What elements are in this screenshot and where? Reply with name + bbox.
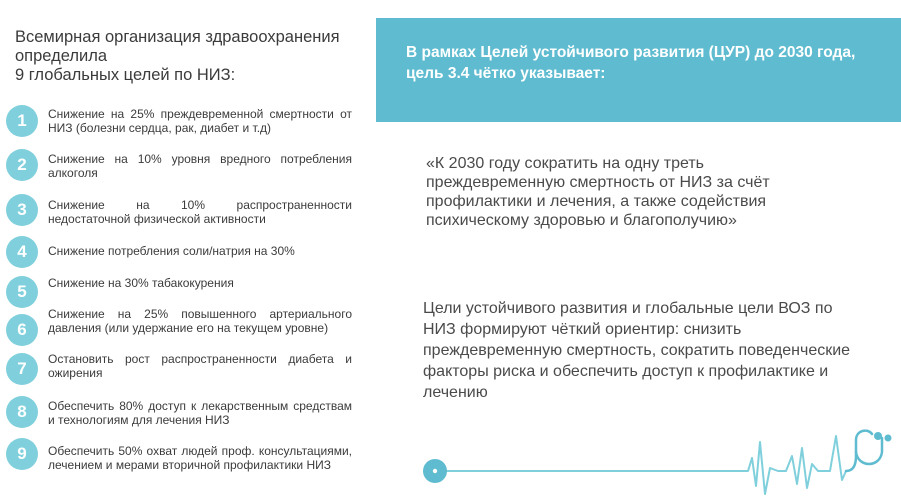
stethoscope-branch [856, 438, 882, 464]
goal-item-2 [6, 148, 356, 188]
heartbeat-wave [740, 436, 846, 494]
goal-text: Обеспечить 80% доступ к лекарственным средствам и технологиям для лечения НИЗ [48, 399, 352, 427]
goal-text: Снижение на 25% повышенного артериального давления (или удержание его на текущем уровне) [48, 307, 352, 335]
left-title-line-1: Всемирная организация здравоохранения [15, 28, 340, 46]
goal-number-badge: 9 [6, 438, 38, 470]
goal-text: Остановить рост распространенности диабета и ожирения [48, 352, 352, 380]
goal-item-1 [6, 104, 356, 144]
summary-text: Цели устойчивого развития и глобальные цели ВОЗ по НИЗ формируют чёткий ориентир: снизить преждевременную смертность, сократить поведенческие факторы риска и обеспечить доступ к профилактике и лечению [423, 300, 851, 401]
sdg-banner [376, 18, 901, 122]
left-title-line-2: определила [15, 47, 108, 65]
goal-number-badge: 7 [6, 353, 38, 385]
timeline-marker-dot [433, 469, 437, 473]
goal-text: Снижение на 30% табакокурения [48, 276, 234, 290]
goal-text: Снижение на 10% распространенности недостаточной физической активности [48, 198, 352, 226]
left-title [15, 28, 375, 85]
goal-item-9 [6, 438, 356, 478]
goal-number-badge: 1 [6, 105, 38, 137]
goal-text: Снижение потребления соли/натрия на 30% [48, 244, 295, 258]
goal-item-6 [6, 307, 356, 353]
goal-item-7 [6, 352, 356, 392]
goal-number-badge: 2 [6, 149, 38, 181]
goal-item-3 [6, 193, 356, 233]
left-title-line-3: 9 глобальных целей по НИЗ: [15, 66, 236, 84]
goal-number-badge: 4 [6, 236, 38, 268]
goal-number-badge: 3 [6, 194, 38, 226]
goal-text: Снижение на 10% уровня вредного потребления алкоголя [48, 152, 352, 180]
banner-text: В рамках Целей устойчивого развития (ЦУР) до 2030 года, цель 3.4 чётко указывает: [406, 44, 856, 82]
stethoscope-heartbeat-line-icon [410, 428, 901, 499]
stethoscope-earpiece [874, 432, 882, 440]
goal-number-badge: 6 [6, 314, 38, 346]
sdg-quote: «К 2030 году сократить на одну треть преждевременную смертность от НИЗ за счёт профилактики и лечения, а также содействия психическому здоровью и благополучию» [426, 155, 770, 229]
goal-item-8 [6, 396, 356, 436]
goal-number-badge: 5 [6, 276, 38, 308]
stethoscope-earpiece [885, 435, 892, 442]
goal-item-4 [6, 236, 356, 276]
goal-number-badge: 8 [6, 396, 38, 428]
goal-text: Снижение на 25% преждевременной смертности от НИЗ (болезни сердца, рак, диабет и т.д) [48, 107, 352, 135]
goal-text: Обеспечить 50% охват людей проф. консультациями, лечением и мерами вторичной профилактики НИЗ [48, 444, 352, 472]
